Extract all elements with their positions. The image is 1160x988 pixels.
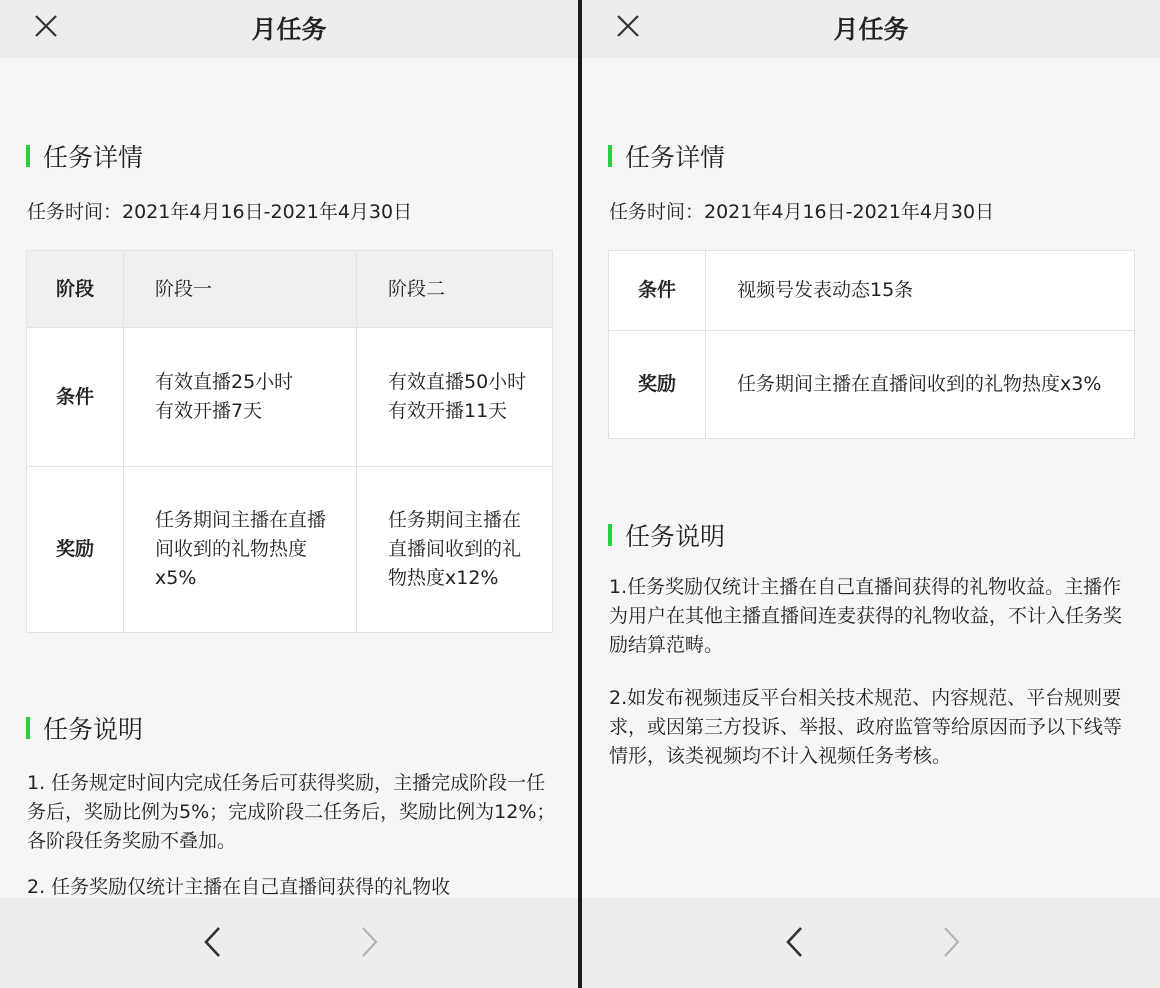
table-row: [27, 467, 553, 633]
bottom-nav-bar: [0, 898, 578, 988]
top-bar: [0, 0, 578, 58]
chevron-right-icon[interactable]: [355, 924, 383, 960]
table-cell: 阶段一: [124, 251, 357, 328]
section-heading: 任务详情: [43, 143, 144, 172]
note-paragraph: 2. 任务奖励仅统计主播在自己直播间获得的礼物收: [27, 876, 451, 898]
task-table: [26, 250, 553, 633]
table-row: [609, 331, 1135, 439]
row-label: 奖励: [609, 331, 706, 439]
section-title-notes: [26, 710, 143, 746]
table-cell: 任务期间主播在直播间收到的礼物热度x12%: [357, 467, 553, 633]
right-screen: [582, 0, 1160, 988]
note-paragraph: 2.如发布视频违反平台相关技术规范、内容规范、平台规则要求，或因第三方投诉、举报、政府监管等给原因而予以下线等情形，该类视频均不计入视频任务考核。: [609, 687, 1123, 767]
chevron-left-icon[interactable]: [199, 924, 227, 960]
row-label: 阶段: [27, 251, 124, 328]
accent-bar: [26, 717, 30, 739]
section-heading: 任务说明: [43, 715, 144, 744]
table-cell: 有效直播25小时 有效开播7天: [124, 328, 357, 467]
table-row: [27, 251, 553, 328]
section-title-notes: [608, 517, 725, 553]
section-heading: 任务说明: [625, 522, 726, 551]
table-cell: 视频号发表动态15条: [706, 251, 1135, 331]
section-heading: 任务详情: [625, 143, 726, 172]
accent-bar: [608, 145, 612, 167]
top-bar: [582, 0, 1160, 58]
row-label: 奖励: [27, 467, 124, 633]
task-time: 任务时间：2021年4月16日-2021年4月30日: [27, 201, 413, 223]
row-label: 条件: [609, 251, 706, 331]
accent-bar: [608, 524, 612, 546]
chevron-right-icon[interactable]: [937, 924, 965, 960]
note-paragraph: 1.任务奖励仅统计主播在自己直播间获得的礼物收益。主播作为用户在其他主播直播间连麦获得的礼物收益，不计入任务奖励结算范畴。: [609, 576, 1123, 656]
table-cell: 阶段二: [357, 251, 553, 328]
section-title-details: [26, 138, 143, 174]
chevron-left-icon[interactable]: [781, 924, 809, 960]
bottom-nav-bar: [582, 898, 1160, 988]
content-area: [0, 58, 578, 898]
table-cell: 任务期间主播在直播间收到的礼物热度x3%: [706, 331, 1135, 439]
table-cell: 有效直播50小时 有效开播11天: [357, 328, 553, 467]
content-area: [582, 58, 1160, 898]
page-title: 月任务: [251, 15, 327, 44]
section-title-details: [608, 138, 725, 174]
row-label: 条件: [27, 328, 124, 467]
task-time: 任务时间：2021年4月16日-2021年4月30日: [609, 201, 995, 223]
table-row: [609, 251, 1135, 331]
note-paragraph: 1. 任务规定时间内完成任务后可获得奖励，主播完成阶段一任务后，奖励比例为5%；完成阶段二任务后，奖励比例为12%；各阶段任务奖励不叠加。: [27, 772, 556, 852]
table-row: [27, 328, 553, 467]
left-screen: [0, 0, 578, 988]
table-cell: 任务期间主播在直播间收到的礼物热度x5%: [124, 467, 357, 633]
accent-bar: [26, 145, 30, 167]
task-table: [608, 250, 1135, 439]
page-title: 月任务: [833, 15, 909, 44]
